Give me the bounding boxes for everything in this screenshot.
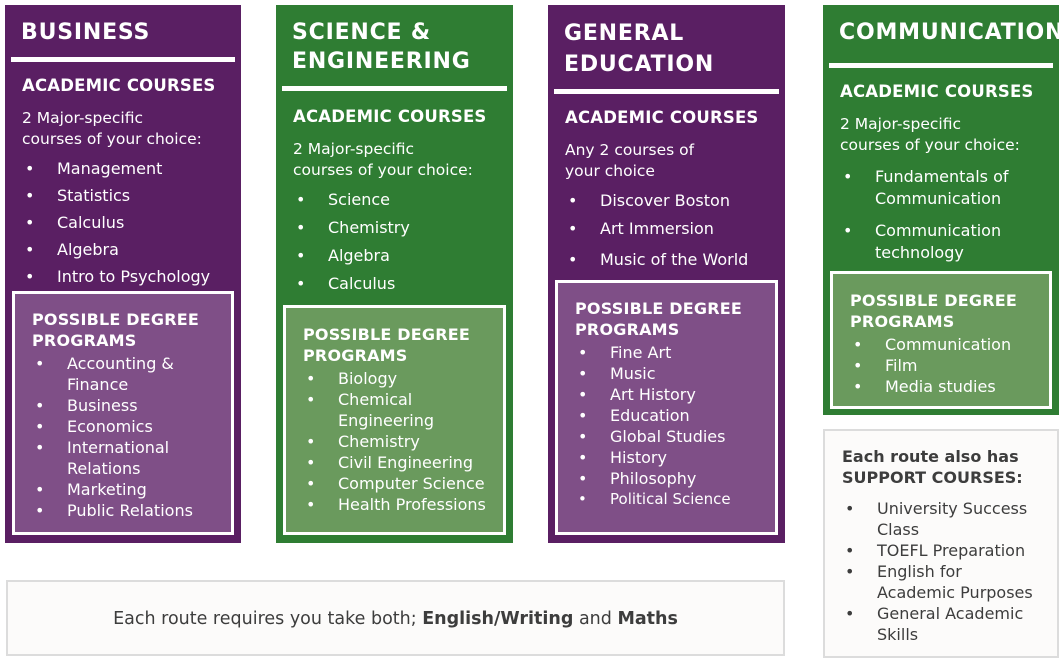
- requirements-note: [6, 580, 785, 656]
- list-item: • Calculus: [293, 270, 410, 298]
- list-item: • Fundamentals of Communication: [840, 166, 1009, 210]
- list-item: • Art History: [575, 384, 775, 405]
- list-item: • Algebra: [293, 242, 410, 270]
- list-item: • Film: [850, 355, 1049, 376]
- course-list: [22, 155, 210, 290]
- list-item: • Biology: [303, 368, 503, 389]
- general-education-column: [548, 5, 785, 543]
- communication-column: [823, 5, 1064, 415]
- science-engineering-column: [276, 5, 513, 543]
- section-label: ACADEMIC COURSES: [22, 76, 216, 95]
- title-divider: [282, 86, 507, 91]
- list-item: • Computer Science: [303, 473, 503, 494]
- list-item: • Accounting & Finance: [32, 353, 231, 395]
- list-item: • Philosophy: [575, 468, 775, 489]
- column-title: BUSINESS: [21, 20, 151, 45]
- business-column: [5, 5, 241, 543]
- section-label: ACADEMIC COURSES: [840, 82, 1034, 101]
- list-item: • Intro to Psychology: [22, 263, 210, 290]
- list-item: • English for Academic Purposes: [842, 561, 1057, 603]
- support-courses-box: [823, 429, 1059, 658]
- list-item: • Science: [293, 186, 410, 214]
- list-item: • History: [575, 447, 775, 468]
- course-list: [293, 186, 410, 298]
- degree-list: [850, 334, 1049, 397]
- list-item: • Art Immersion: [565, 215, 748, 243]
- list-item: • General Academic Skills: [842, 603, 1057, 645]
- degree-list: [575, 342, 775, 510]
- degree-programs-box: POSSIBLE DEGREE PROGRAMS • Fine Art • Music • Art History • Education • Global Studies • History • Philosophy • Political Science: [555, 280, 778, 535]
- list-item: • Marketing: [32, 479, 231, 500]
- degree-programs-box: POSSIBLE DEGREE PROGRAMS • Communication • Film • Media studies: [830, 271, 1052, 409]
- list-item: • Communication: [850, 334, 1049, 355]
- support-title: Each route also has SUPPORT COURSES:: [842, 447, 1023, 487]
- section-label: ACADEMIC COURSES: [293, 107, 487, 126]
- degree-programs-box: POSSIBLE DEGREE PROGRAMS • Accounting & Finance • Business • Economics • International Relations • Marketing • Public Relations: [12, 291, 234, 535]
- degree-programs-box: POSSIBLE DEGREE PROGRAMS • Biology • Chemical Engineering • Chemistry • Civil Engineering • Computer Science • Health Professions: [283, 305, 506, 535]
- list-item: • Civil Engineering: [303, 452, 503, 473]
- title-divider: [11, 57, 235, 62]
- list-item: • Algebra: [22, 236, 210, 263]
- list-item: • University Success Class: [842, 498, 1057, 540]
- list-item: • Discover Boston: [565, 187, 748, 215]
- list-item: • Public Relations: [32, 500, 231, 521]
- list-item: • Chemistry: [293, 214, 410, 242]
- list-item: • Music: [575, 363, 775, 384]
- list-item: • Calculus: [22, 209, 210, 236]
- list-item: • Global Studies: [575, 426, 775, 447]
- list-item: • Media studies: [850, 376, 1049, 397]
- list-item: • International Relations: [32, 437, 231, 479]
- column-title: SCIENCE & ENGINEERING: [292, 20, 471, 74]
- list-item: • Economics: [32, 416, 231, 437]
- requirements-text: Each route requires you take both; English/Writing and Maths: [113, 609, 678, 629]
- list-item: • Chemistry: [303, 431, 503, 452]
- section-label: ACADEMIC COURSES: [565, 108, 759, 127]
- list-item: • Business: [32, 395, 231, 416]
- title-divider: [829, 63, 1053, 68]
- course-description: Any 2 courses of your choice: [565, 141, 695, 180]
- course-list: [565, 187, 748, 274]
- degree-list: [32, 353, 231, 521]
- course-description: 2 Major-specific courses of your choice:: [293, 140, 473, 179]
- list-item: • Management: [22, 155, 210, 182]
- course-list: [840, 166, 1009, 264]
- list-item: • Statistics: [22, 182, 210, 209]
- column-title: GENERAL EDUCATION: [564, 21, 715, 77]
- degree-list: [303, 368, 503, 515]
- list-item: • Communication technology: [840, 220, 1009, 264]
- list-item: • TOEFL Preparation: [842, 540, 1057, 561]
- list-item: • Education: [575, 405, 775, 426]
- list-item: • Fine Art: [575, 342, 775, 363]
- list-item: • Music of the World: [565, 246, 748, 274]
- list-item: • Health Professions: [303, 494, 503, 515]
- course-description: 2 Major-specific courses of your choice:: [22, 109, 202, 148]
- course-description: 2 Major-specific courses of your choice:: [840, 115, 1020, 154]
- support-list: [842, 498, 1057, 645]
- title-divider: [554, 89, 779, 94]
- list-item: • Chemical Engineering: [303, 389, 503, 431]
- list-item: • Political Science: [575, 489, 775, 510]
- column-title: COMMUNICATION: [839, 20, 1064, 45]
